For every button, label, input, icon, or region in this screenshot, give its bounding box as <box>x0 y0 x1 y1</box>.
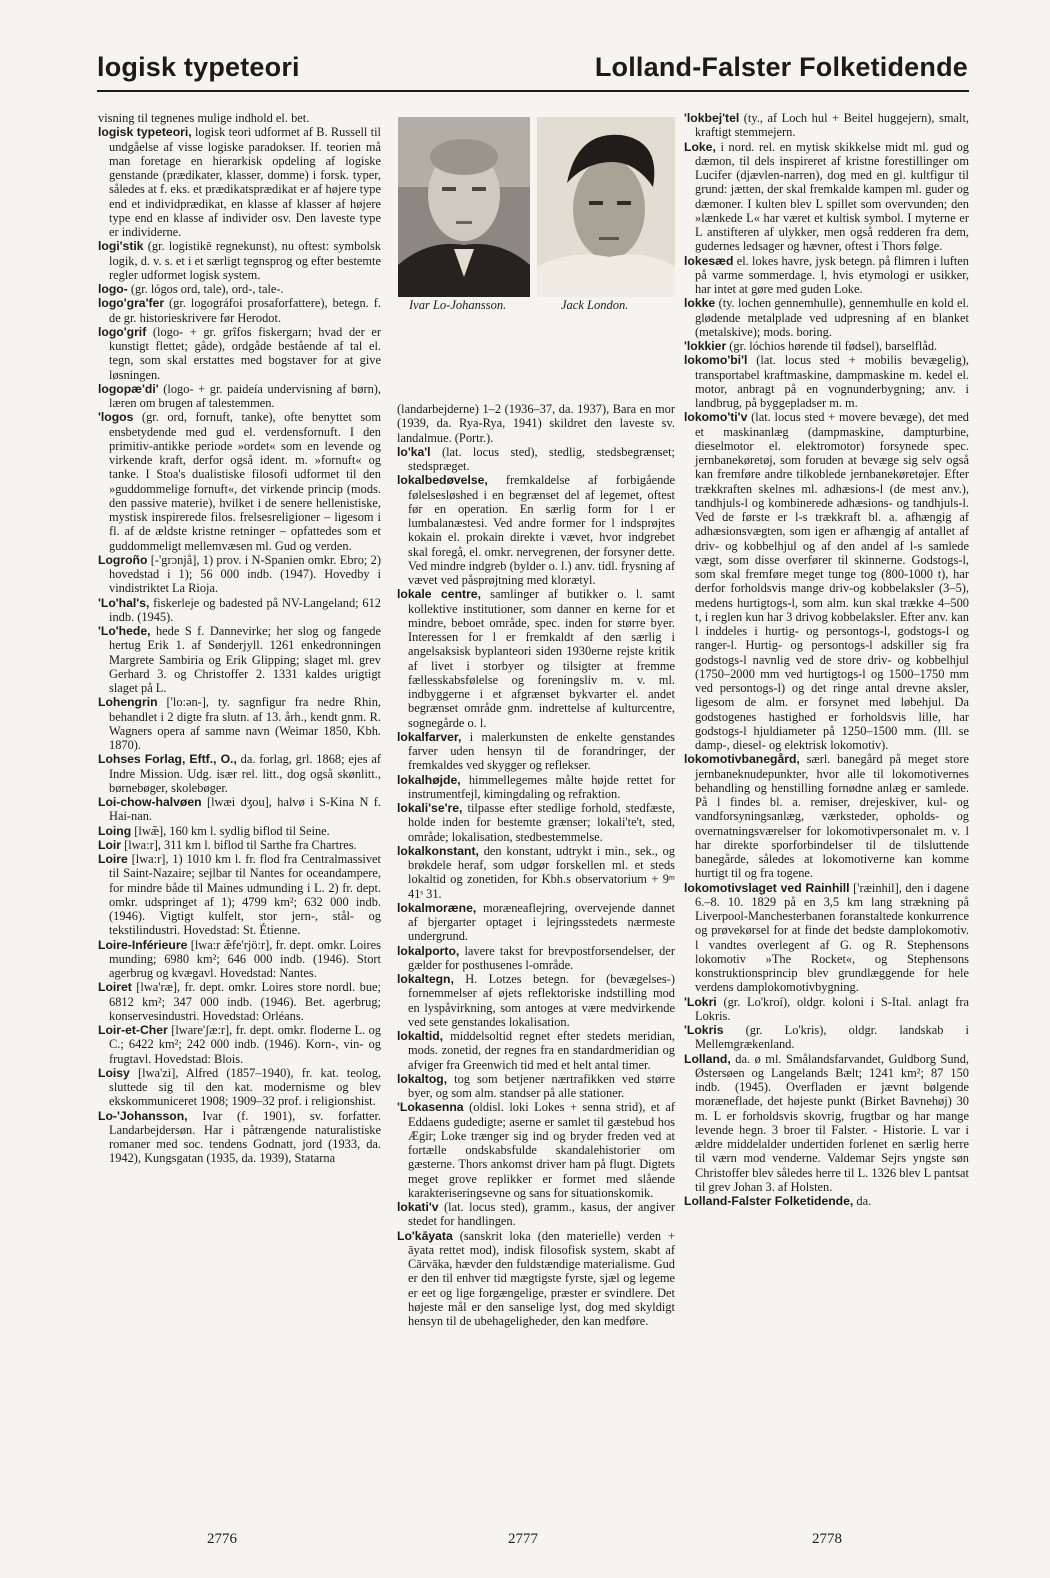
entry-text: (gr. ord, fornuft, tanke), ofte benyttet som ensbetydende med gud el. verdensfornuft. I den primitiv-antikke periode »ordet« som en levende og virkende kraft, derfor også ident. m. »fornuft« og tanke. I Stoa's dualistiske filosofi udformet til den »guddommelige fornuft«, det virkende princip (mods. den passive materie), hvilket i de senere hellenistiske, mystisk inspirerede filos. frelsesreligioner – ligesom i fl. af de ældste kristne retninger – opfattedes som et guddommeligt mellemvæsen ml. Gud og verden. <box>109 410 381 553</box>
dictionary-entry <box>397 402 675 445</box>
entry-headword: lokaltog, <box>397 1071 448 1086</box>
dictionary-entry <box>684 353 969 410</box>
entry-text: (lat. locus sted), gramm., kasus, der angiver stedet for handlingen. <box>408 1200 675 1229</box>
dictionary-entry <box>684 111 969 140</box>
entry-text: samlinger af butikker o. l. samt kollektive institutioner, som danner en kerne for et mindre, beboet område, spec. inden for større byer. Interessen for l er fremkaldt af den særlig i angelsaksisk byplanteori siden 1930erne rejste kritik af livet i storbyer og tilsigter at fremme fællesskabsfølelse og foreningsliv m. v. ml. indbyggerne i et afgrænset bykvarter el. andet begrænset område gnm. indrettelse af kulturcentre, sognegårde o. l. <box>408 587 675 730</box>
page-number-left: 2776 <box>207 1531 237 1547</box>
entry-headword: lokalkonstant, <box>397 843 479 858</box>
entry-headword: logisk typeteori, <box>98 125 192 140</box>
dictionary-entry <box>684 881 969 995</box>
entry-text: da. <box>853 1194 872 1208</box>
entry-headword: Loisy <box>98 1065 130 1080</box>
dictionary-entry <box>98 553 381 596</box>
entry-headword: Loiret <box>98 980 132 995</box>
entry-text: i nord. rel. en mytisk skikkelse midt ml. gud og dæmon, til dels inspireret af kristne forestillinger om Lucifer (djævlen-narren), dog med en gl. kultfigur til grund: jætten, der skal fremkalde kampen ml. guder og dæmoner. I kulten blev L spillet som overvunden; den »lænkede L« har været et kultisk symbol. I myterne er L anstifteren af ulykker, men også redderen fra dem, gudernes ledsager og hævner, oftest i Thors følge. <box>695 139 969 254</box>
dictionary-entry <box>98 695 381 752</box>
entry-headword: logo'gra'fer <box>98 296 165 311</box>
entry-text: særl. banegård på meget store jernbaneknudepunkter, hvor alle til lokomotivernes behandling og henstilling fornødne anlæg er samlede. På l findes bl. a. remiser, drejeskiver, kul- og vandforsyningsanlæg, værksteder, opholds- og overnatningsværelser for lokomotivpersonalet m. v. l har direkte sporforbindelser til de tilsluttende banegårde, således at lokomotiverne kan komme hurtigt til og fra togene. <box>695 752 969 881</box>
dictionary-entry <box>397 773 675 802</box>
dictionary-entry <box>684 1023 969 1052</box>
entry-headword: lokale centre, <box>397 587 481 602</box>
entry-text: (gr. logistikē regnekunst), nu oftest: symbolsk logik, d. v. s. et i et særligt tegnsprog og efter bestemte regler udformet logisk system. <box>109 239 381 282</box>
dictionary-entry <box>397 1100 675 1200</box>
entry-text: [lwa:r], 1) 1010 km l. fr. flod fra Centralmassivet til Saint-Nazaire; sejlbar til Nantes for oceandampere, for mindre både til Maines udmunding i L. 2) fr. dept. omkr. udspringet af 1); 4799 km²; 632 000 indb. (1946). Vigtigt kulfelt, stor jern-, stål- og tekstilindustri. Hovedstad: St. Étienne. <box>109 852 381 938</box>
entry-headword: lokalfarver, <box>397 729 462 744</box>
entry-text: da. ø ml. Smålandsfarvandet, Guldborg Sund, Østersøen og Langelands Bælt; 1241 km²; 87 150 indb. (1945). Overfladen er jævnt bølgende moræneflade, det højeste punkt (Birket Bavnehøj) 30 m. L er forholdsvis skovrig, frugtbar og har mange levende hegn. 3 broer til Falster. - Historie. L var i ældre middelalder undertiden forlenet en særlig herre til værn mod venderne. Valdemar Sejrs yngste søn Christoffer blev således herre til L. 1326 blev L pantsat til grev Johan 3. af Holsten. <box>695 1051 969 1194</box>
dictionary-entry <box>98 838 381 852</box>
entry-headword: lokaltid, <box>397 1029 444 1043</box>
dictionary-entry <box>98 980 381 1023</box>
entry-headword: Lolland, <box>684 1051 731 1066</box>
entry-headword: Lohengrin <box>98 695 158 710</box>
entry-text: tilpasse efter stedlige forhold, stedfæste, holde inden for bestemte grænser; lokali'te't, sted, område; lokalisation, stedbestemmelse. <box>408 801 675 844</box>
dictionary-entry <box>98 382 381 411</box>
entry-text: ['lo:ən-], ty. sagnfigur fra nedre Rhin, behandlet i 2 digte fra slutn. af 13. årh., kendt gnm. R. Wagners opera af samme navn (Weimar 1850, Kbh. 1870). <box>109 695 381 752</box>
dictionary-entry <box>684 140 969 254</box>
entry-headword: lokomotivslaget ved Rainhill <box>684 880 850 895</box>
dictionary-entry <box>98 824 381 838</box>
entry-text: moræneaflejring, overvejende dannet af bjergarter optaget i lejringsstedets nærmeste undergrund. <box>408 900 675 944</box>
entry-headword: Loire <box>98 852 128 866</box>
entry-headword: logi'stik <box>98 239 144 254</box>
portrait-jack-london <box>537 117 675 297</box>
entry-headword: Loir <box>98 837 122 852</box>
dictionary-entry <box>684 339 969 353</box>
entry-text: [lwa:r], 311 km l. biflod til Sarthe fra Chartres. <box>121 837 357 852</box>
dictionary-entry <box>684 995 969 1024</box>
entry-headword: 'Lokris <box>684 1023 724 1037</box>
dictionary-entry <box>397 801 675 844</box>
dictionary-entry <box>98 1023 381 1066</box>
entry-text: (gr. Lo'kroí), oldgr. koloni i S-Ital. anlagt fra Lokris. <box>695 994 969 1023</box>
entry-text: H. Lotzes betegn. for (bevægelses-) fornemmelser af øjets reflektoriske indstilling mod en lyspåvirkning, som antoges at være medvirkende ved sete genstandes lokalisation. <box>408 972 675 1029</box>
caption-right: Jack London. <box>561 298 629 312</box>
entry-headword: Loke, <box>684 139 716 154</box>
entry-headword: lokalhøjde, <box>397 772 461 787</box>
entry-text: lavere takst for brevpostforsendelser, der gælder for posthusenes l-område. <box>408 943 675 972</box>
entry-text: (lat. locus sted + mobilis bevægelig), transportabel kraftmaskine, dampmaskine m. kedel el. motor, anbragt på en vognunderbygning; anv. i landbrug, på byggepladser m. m. <box>695 353 969 410</box>
dictionary-entry <box>684 410 969 752</box>
entry-headword: Lo-'Johansson, <box>98 1108 188 1123</box>
entry-headword: lokalbedøvelse, <box>397 473 488 488</box>
dictionary-entry <box>397 1029 675 1072</box>
dictionary-entry <box>684 254 969 297</box>
entry-headword: Loing <box>98 823 132 838</box>
entry-text: el. lokes havre, jysk betegn. på flimren i luften på varme sommerdage. l, hvis etymologi er usikker, har intet at gøre med guden Loke. <box>695 253 969 296</box>
dictionary-entry <box>397 587 675 730</box>
entry-text: i malerkunsten de enkelte genstandes farver uden hensyn til de forandringer, der fremkaldes ved skygger og reflekser. <box>408 729 675 773</box>
entry-text: [lwa:r æ̃fe'rjö:r], fr. dept. omkr. Loires munding; 6980 km²; 646 000 indb. (1946). Stort agerbrug og kvægavl. Hovedstad: Nantes. <box>109 937 381 980</box>
entry-text: hede S f. Dannevirke; her slog og fangede hertug Erik 1. af Sønderjyll. 1261 enkedronningen Margrete Sambiria og Erik Glipping; slaget ml. grev Gerhard 3. og Christoffer 2. 1331 kaldes urigtigt slaget på L. <box>109 624 381 695</box>
entry-headword: 'Lo'hede, <box>98 624 151 638</box>
entry-headword: lokati'v <box>397 1200 439 1214</box>
dictionary-entry <box>98 296 381 325</box>
dictionary-entry <box>98 325 381 382</box>
entry-text: [lwæi dʒou], halvø i S-Kina N f. Hai-nan. <box>109 795 381 824</box>
dictionary-entry <box>397 1200 675 1229</box>
entry-text: tog som betjener nærtrafikken ved større byer, og som alm. standser på alle stationer. <box>408 1071 675 1100</box>
entry-headword: lo'ka'l <box>397 444 431 459</box>
dictionary-entry <box>397 473 675 587</box>
header-rule <box>97 90 969 92</box>
entry-headword: Lohses Forlag, Eftf., O., <box>98 752 237 767</box>
dictionary-entry <box>684 1194 969 1208</box>
entry-text: himmellegemes målte højde rettet for instrumentfejl, kimingdaling og refraktion. <box>408 772 675 801</box>
entry-headword: Lolland-Falster Folketidende, <box>684 1194 854 1208</box>
entry-headword: Loire-Inférieure <box>98 937 188 952</box>
entry-headword: 'lokkier <box>684 339 727 353</box>
entry-text: fremkaldelse af forbigående følelsesløshed i en begrænset del af legemet, oftest før en operation. En særlig form for l er lumbalanæstesi. Ved andre former for l indsprøjtes kokain el. prokain direkte i vævet, hvor indgrebet skal foregå, el. omkr. nervegrenen, der forsyner dette. Ved mindre indgreb (bylder o. l.) anv. tidl. frysning af vævet ved påsprøjtning med klorætyl. <box>408 473 675 587</box>
column-left <box>98 111 381 1166</box>
entry-text: [lwa'ræ], fr. dept. omkr. Loires store nordl. bue; 6812 km²; 347 000 indb. (1946). Bet. agerbrug; konservesindustri. Hovedstad: Orléans. <box>109 980 381 1023</box>
entry-headword: Loir-et-Cher <box>98 1023 168 1037</box>
dictionary-entry <box>98 596 381 625</box>
entry-text: da. forlag, grl. 1868; ejes af Indre Mission. Udg. især rel. litt., dog også skønlitt., børnebøger, skolebøger. <box>109 752 381 795</box>
entry-text: [lware'ʃæ:r], fr. dept. omkr. floderne L. og C.; 6422 km²; 242 000 indb. (1946). Korn-, vin- og frugtavl. Hovedstad: Blois. <box>109 1023 381 1066</box>
dictionary-entry <box>98 938 381 981</box>
entry-headword: 'logos <box>98 410 134 425</box>
entry-text: ['ræinhil], den i dagene 6.–8. 10. 1829 på en 3,5 km lang strækning på Liverpool-Manchesterbanen foranstaltede konkurrence og prøvekørsel for at finde det bedste damplokomotiv. l vandtes overlegent af G. og R. Stephensons lokomotiv »The Rocket«, og Stephensons konstruktionsprincip blev grundlæggende for hele verdens damplokomotivbygning. <box>695 880 969 995</box>
entry-headword: Loi-chow-halvøen <box>98 795 202 809</box>
column-right <box>684 111 969 1208</box>
entry-headword: lokaltegn, <box>397 972 454 986</box>
entry-text: (landarbejderne) 1–2 (1936–37, da. 1937), Bara en mor (1939, da. Rya-Rya, 1941) skildret den laveste sv. landalmue. (Portr.). <box>397 402 675 445</box>
entry-headword: 'Lokri <box>684 994 717 1009</box>
entry-text: (gr. Lo'kris), oldgr. landskab i Mellemgrækenland. <box>695 1023 969 1052</box>
dictionary-entry <box>98 624 381 695</box>
entry-headword: lokomo'ti'v <box>684 410 748 425</box>
entry-headword: lokomotivbanegård, <box>684 752 800 767</box>
dictionary-entry <box>397 1072 675 1101</box>
entry-text: den konstant, udtrykt i min., sek., og brøkdele heraf, som udgør forskellen ml. et steds lokaltid og zonetiden, for Kbh.s observatorium + 9ᵐ 41ˢ 31. <box>408 843 675 901</box>
caption-left: Ivar Lo-Johansson. <box>409 298 507 312</box>
entry-headword: lokomo'bi'l <box>684 353 748 368</box>
entry-headword: lokke <box>684 296 716 311</box>
entry-text: logisk teori udformet af B. Russell til undgåelse af visse logiske paradokser. If. teorien må man foretage en hierarkisk opdeling af logiske genstande (prædikater, klasser, domme) i forsk. typer, således at f. eks. et prædikatsprædikat er af højere type end et individprædikat, en klasse af klasser af højere type end en klasse af individer osv. Den laveste type er individerne. <box>109 125 381 239</box>
entry-text: (logo- + gr. grîfos fiskergarn; hvad der er kunstigt flettet; gåde), ordgåde bestående af tal el. tegn, som skal erstattes med bogstaver for at give løsningen. <box>109 324 381 382</box>
entry-headword: lokalporto, <box>397 943 460 958</box>
entry-text: visning til tegnenes mulige indhold el. bet. <box>98 111 310 125</box>
entry-text: (gr. logográfoi prosaforfattere), betegn. f. de gr. historieskrivere før Herodot. <box>109 296 381 325</box>
entry-headword: 'Lokasenna <box>397 1100 464 1115</box>
entry-headword: lokali'se're, <box>397 801 463 815</box>
entry-text: (gr. lógos ord, tale), ord-, tale-. <box>127 282 284 296</box>
dictionary-entry <box>98 795 381 824</box>
photo-captions <box>397 298 675 316</box>
entry-headword: logo- <box>98 282 128 296</box>
dictionary-entry <box>684 1052 969 1195</box>
entry-text: middelsoltid regnet efter stedets meridian, mods. zonetid, der regnes fra en standardmeridian og afviger fra Greenwich tid med et helt antal timer. <box>408 1029 675 1072</box>
running-head-right: Lolland-Falster Folketidende <box>594 52 968 82</box>
entry-headword: logopæ'di' <box>98 381 159 396</box>
column-middle <box>397 402 675 1328</box>
dictionary-entry <box>397 901 675 944</box>
entry-text: fiskerleje og badested på NV-Langeland; 612 indb. (1945). <box>109 595 381 624</box>
dictionary-entry <box>397 972 675 1029</box>
dictionary-entry <box>98 125 381 239</box>
dictionary-entry <box>98 852 381 938</box>
dictionary-entry <box>98 1109 381 1166</box>
page-number-middle: 2777 <box>508 1531 538 1547</box>
entry-text: [-'grɔnjå], 1) prov. i N-Spanien omkr. Ebro; 2) hovedstad i 1); 56 000 indb. (1947). Hovedby i vindistriktet La Rioja. <box>109 552 381 596</box>
dictionary-entry <box>684 296 969 339</box>
entry-text: [lwa'zi], Alfred (1857–1940), fr. kat. teolog, sluttede sig til den kat. modernisme og blev ekskommuniceret 1908; 1909–32 prof. i religionshist. <box>109 1065 381 1109</box>
entry-text: [lwæ̃], 160 km l. sydlig biflod til Seine. <box>131 823 330 838</box>
dictionary-entry <box>98 752 381 795</box>
entry-headword: lokalmoræne, <box>397 900 477 915</box>
dictionary-entry <box>684 752 969 880</box>
dictionary-entry <box>397 445 675 474</box>
entry-headword: 'lokbej'tel <box>684 111 740 125</box>
entry-text: Ivar (f. 1901), sv. forfatter. Landarbejdersøn. Har i påtrængende naturalistiske romaner med soc. tendens Godnatt, jord (1933, da. 1942), Kungsgatan (1935, da. 1939), Statarna <box>109 1108 381 1166</box>
entry-text: (gr. lóchios hørende til fødsel), barselflåd. <box>726 339 938 353</box>
entry-headword: lokesæd <box>684 253 734 268</box>
entry-text: (lat. locus sted + movere bevæge), det med et maskinanlæg (dampmaskine, dampturbine, dieselmotor el. elektromotor) forsynede spec. jernbanekøretøj, som foruden at bevæge sig selv også kan fremføre andre tilkoblede jernbanekøretøjer. Efter trækkraften skelnes ml. adhæsions-l (de mest anv.), tandhjuls-l og kombinerede adhæsions- og tandhjuls-l. Ved de første er l-s trækkraft bl. a. afhængig af adhæsionsvægten, som igen er afhængig af antallet af driv- og kobbelhjul og af den andel af l-s samlede vægt, som disse overfører til skinnerne. Godstogs-l, som skal fremføre meget tunge tog (800-1000 t), har derfor forholdsvis mange driv-og kobbelaksler (3–5), medens hurtigtogs-l, som alm. kun skal trække 4–500 t, i reglen kun har 3 drivog kobbelaksler. Efter anv. kan l inddeles i hurtig- og persontogs-l, godstogs-l og ranger-l. Hurtig- og persontogs-l adskiller sig fra godstogs-l navnlig ved de store driv- og kobbelhjul (1750–2000 mm ved hurtigtogs-l og 1500–1750 mm ved persontogs-l) og det ringe antal drevne aksler, ligesom de alm. er forsynet med løbehjul. Da godstogenes hastighed er forholdsvis lille, har godstogs-l hjuldiameter på 1250–1500 mm. (Ill. se damp-, diesel- og elektrisk lokomotiv). <box>695 410 969 752</box>
portrait-ivar-lo-johansson <box>398 117 530 297</box>
entry-text: (lat. locus sted), stedlig, stedsbegrænset; stedspræget. <box>408 444 675 473</box>
entry-headword: logo'grif <box>98 324 147 339</box>
entry-text: (ty., af Loch hul + Beitel huggejern), smalt, kraftigt stemmejern. <box>695 111 969 140</box>
dictionary-entry <box>397 1229 675 1329</box>
page-number-right: 2778 <box>812 1531 842 1547</box>
dictionary-entry <box>397 730 675 773</box>
entry-text: (sanskrit loka (den materielle) verden + āyata rettet mod), indisk filosofisk system, skabt af Cārvāka, hævder den fuldstændige materialisme. Gud er den til enhver tid mægtigste fyrste, sjæl og legeme er eet og lige forgængelige, præster er svindlere. Det højeste mål er den sanselige lyst, dog med skyldigt hensyn til de ubehageligheder, den kan medføre. <box>408 1228 675 1328</box>
entry-headword: Logroño <box>98 552 148 567</box>
dictionary-entry <box>98 410 381 553</box>
entry-text: (ty. lochen gennemhulle), gennemhulle en kold el. glødende metalplade ved udpresning af en blanket (metalskive); mods. boring. <box>695 296 969 339</box>
dictionary-entry <box>98 1066 381 1109</box>
dictionary-entry <box>397 944 675 973</box>
portrait-photos <box>397 117 675 297</box>
entry-headword: 'Lo'hal's, <box>98 595 150 610</box>
entry-text: (logo- + gr. paideía undervisning af børn), læren om brugen af talestemmen. <box>109 381 381 410</box>
entry-headword: Lo'kāyata <box>397 1228 453 1243</box>
dictionary-entry <box>98 239 381 282</box>
dictionary-entry <box>397 844 675 901</box>
entry-text: (oldisl. loki Lokes + senna strid), et af Eddaens gudedigte; aserne er samlet til gæstebud hos Ægir; Loke trænger sig ind og bryder freden ved at fortælle ondskabsfulde skandalehistorier om gæsterne. Thors ankomst driver ham på flugt. Digtets meget grove replikker er formet med slående karakteriseringsevne og sans for situationskomik. <box>408 1100 675 1200</box>
dictionary-entry <box>98 111 381 125</box>
running-head-left: logisk typeteori <box>97 52 300 82</box>
dictionary-entry <box>98 282 381 296</box>
